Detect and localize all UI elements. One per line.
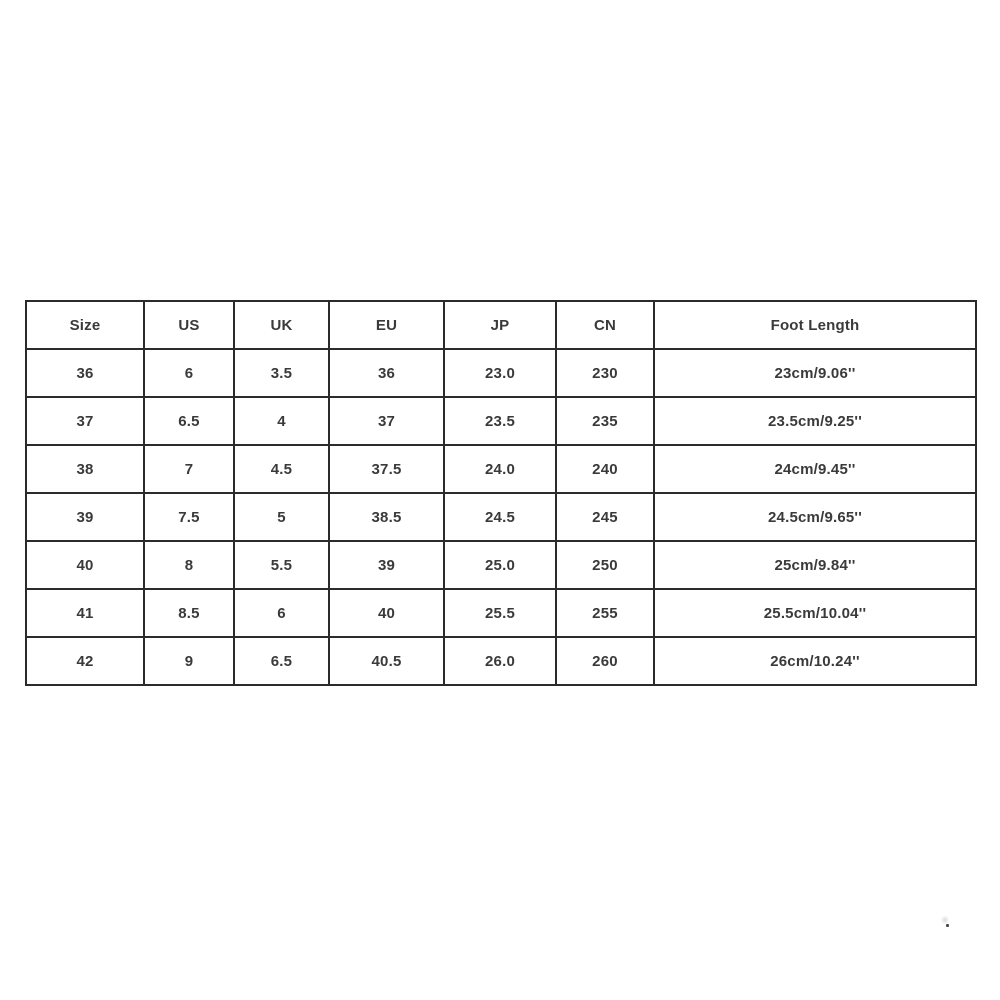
cell-uk: 5.5 (234, 541, 329, 589)
cell-size: 40 (26, 541, 144, 589)
column-header-size: Size (26, 301, 144, 349)
cell-eu: 39 (329, 541, 444, 589)
column-header-foot-length: Foot Length (654, 301, 976, 349)
cell-eu: 40 (329, 589, 444, 637)
cell-us: 8 (144, 541, 234, 589)
cell-us: 9 (144, 637, 234, 685)
artifact-speck-dark (946, 924, 949, 927)
cell-foot-length: 25.5cm/10.04'' (654, 589, 976, 637)
size-conversion-table (25, 300, 977, 686)
cell-us: 7.5 (144, 493, 234, 541)
cell-size: 38 (26, 445, 144, 493)
cell-jp: 24.0 (444, 445, 556, 493)
cell-cn: 245 (556, 493, 654, 541)
cell-foot-length: 24cm/9.45'' (654, 445, 976, 493)
cell-cn: 240 (556, 445, 654, 493)
cell-foot-length: 26cm/10.24'' (654, 637, 976, 685)
cell-uk: 6.5 (234, 637, 329, 685)
column-header-us: US (144, 301, 234, 349)
table-row-size-37 (26, 397, 976, 445)
table-row-size-42 (26, 637, 976, 685)
cell-eu: 38.5 (329, 493, 444, 541)
table-row-size-41 (26, 589, 976, 637)
cell-foot-length: 23cm/9.06'' (654, 349, 976, 397)
cell-size: 37 (26, 397, 144, 445)
table-row-size-39 (26, 493, 976, 541)
cell-size: 42 (26, 637, 144, 685)
column-header-jp: JP (444, 301, 556, 349)
cell-us: 6.5 (144, 397, 234, 445)
table-row-size-38 (26, 445, 976, 493)
cell-foot-length: 24.5cm/9.65'' (654, 493, 976, 541)
table-header-row (26, 301, 976, 349)
cell-jp: 23.5 (444, 397, 556, 445)
cell-cn: 250 (556, 541, 654, 589)
cell-eu: 36 (329, 349, 444, 397)
column-header-eu: EU (329, 301, 444, 349)
cell-cn: 260 (556, 637, 654, 685)
cell-cn: 230 (556, 349, 654, 397)
cell-size: 41 (26, 589, 144, 637)
cell-cn: 235 (556, 397, 654, 445)
cell-uk: 5 (234, 493, 329, 541)
cell-jp: 26.0 (444, 637, 556, 685)
cell-foot-length: 23.5cm/9.25'' (654, 397, 976, 445)
cell-us: 8.5 (144, 589, 234, 637)
table-row-size-40 (26, 541, 976, 589)
table-row-size-36 (26, 349, 976, 397)
table-body (26, 349, 976, 685)
column-header-cn: CN (556, 301, 654, 349)
column-header-uk: UK (234, 301, 329, 349)
cell-us: 7 (144, 445, 234, 493)
cell-uk: 6 (234, 589, 329, 637)
artifact-speck-light (940, 916, 950, 924)
cell-jp: 23.0 (444, 349, 556, 397)
cell-eu: 40.5 (329, 637, 444, 685)
cell-uk: 4 (234, 397, 329, 445)
cell-us: 6 (144, 349, 234, 397)
cell-jp: 24.5 (444, 493, 556, 541)
cell-jp: 25.0 (444, 541, 556, 589)
cell-size: 39 (26, 493, 144, 541)
cell-eu: 37 (329, 397, 444, 445)
cell-eu: 37.5 (329, 445, 444, 493)
corner-artifact-mark (940, 916, 954, 930)
cell-uk: 4.5 (234, 445, 329, 493)
cell-size: 36 (26, 349, 144, 397)
cell-cn: 255 (556, 589, 654, 637)
cell-jp: 25.5 (444, 589, 556, 637)
cell-foot-length: 25cm/9.84'' (654, 541, 976, 589)
cell-uk: 3.5 (234, 349, 329, 397)
